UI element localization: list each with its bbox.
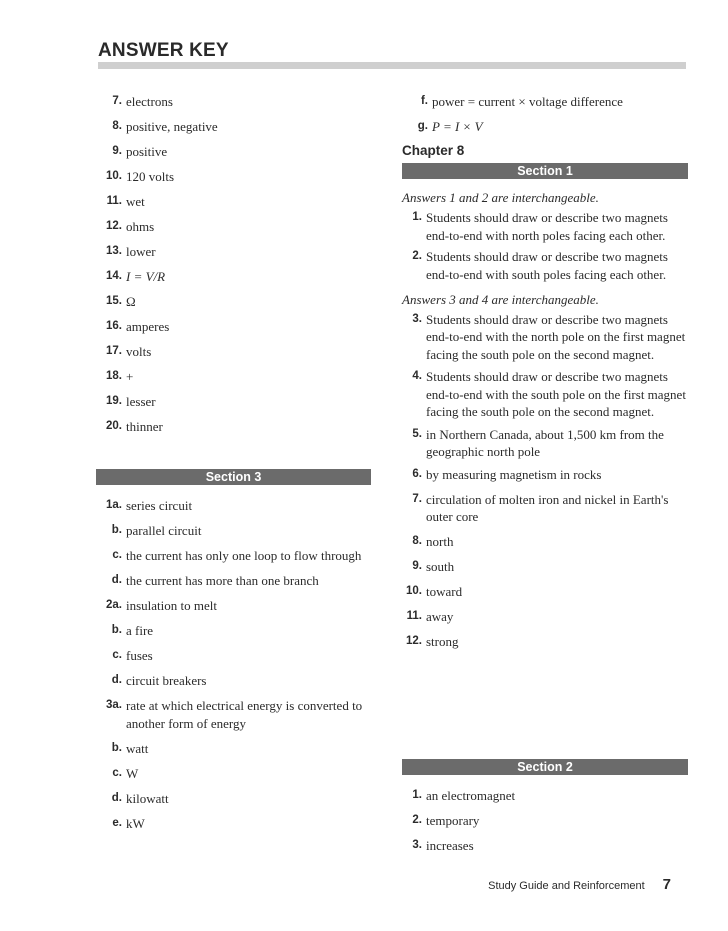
item-text: the current has only one loop to flow through (126, 548, 362, 563)
item-text: by measuring magnetism in rocks (426, 466, 602, 482)
item-text: lower (126, 244, 156, 259)
item-text: P = I × V (432, 119, 483, 134)
item-text: Students should draw or describe two magnets end-to-end with north poles facing each other. (426, 210, 668, 243)
item-number: 13. (106, 245, 122, 257)
answer-item (96, 418, 371, 436)
answer-item (402, 311, 688, 364)
item-text: temporary (426, 813, 480, 828)
item-number: g. (417, 120, 428, 132)
section-1-heading: Section 1 (402, 163, 688, 179)
answer-item (96, 193, 371, 211)
item-number: 2. (412, 250, 422, 262)
answer-item (96, 393, 371, 411)
item-number: 18. (106, 370, 122, 382)
item-number: 12. (406, 635, 422, 647)
item-text: I = V/R (126, 269, 166, 284)
item-number: 3. (412, 312, 422, 325)
answer-item (96, 647, 371, 665)
item-text: fuses (126, 648, 153, 663)
item-number: d. (111, 574, 122, 586)
answer-item (96, 740, 371, 758)
item-text: ohms (126, 219, 155, 234)
answer-item (402, 583, 688, 601)
item-text: volts (126, 344, 152, 359)
item-number: c. (112, 649, 122, 661)
answer-item (96, 815, 371, 833)
interchangeable-note: Answers 3 and 4 are interchangeable. (402, 291, 599, 307)
item-number: 2a. (106, 599, 122, 611)
answer-item (96, 522, 371, 540)
answer-item (96, 343, 371, 361)
item-number: 5. (412, 427, 422, 440)
title-rule (98, 62, 686, 69)
item-text: series circuit (126, 498, 193, 513)
item-text: watt (126, 740, 149, 756)
answer-item (96, 572, 371, 590)
item-number: 4. (412, 370, 422, 382)
answer-item (402, 633, 688, 651)
answer-item (96, 118, 371, 136)
answer-item (402, 558, 688, 576)
item-text: rate at which electrical energy is converted to another form of energy (126, 698, 363, 731)
item-number: 9. (412, 560, 422, 572)
item-text: away (426, 609, 454, 624)
item-text: a fire (126, 623, 154, 638)
item-number: 11. (406, 610, 422, 622)
section-2-block (402, 759, 688, 862)
item-text: power = current × voltage difference (432, 94, 623, 109)
item-text: increases (426, 838, 474, 853)
item-number: f. (420, 95, 428, 107)
item-text: kilowatt (126, 790, 169, 806)
item-number: 7. (412, 492, 422, 505)
item-number: b. (111, 524, 122, 536)
answer-item (402, 787, 688, 805)
item-number: b. (111, 624, 122, 636)
page-number: 7 (662, 876, 671, 893)
answer-item (402, 118, 688, 136)
answer-item (96, 318, 371, 336)
item-number: 8. (112, 120, 122, 132)
item-text: lesser (126, 394, 156, 409)
section-3-list (96, 497, 371, 832)
answer-item (96, 243, 371, 261)
item-text: north (426, 534, 454, 549)
item-text: Students should draw or describe two magnets end-to-end with the south pole on the first magnet facing the south pole on the second magnet. (426, 369, 686, 419)
item-text: amperes (126, 319, 170, 334)
footer-label: Study Guide and Reinforcement (488, 880, 645, 892)
item-text: circulation of molten iron and nickel in Earth's outer core (426, 491, 669, 524)
answer-item (402, 837, 688, 855)
item-text: W (126, 765, 139, 781)
item-number: 7. (112, 95, 122, 107)
answer-item (96, 672, 371, 690)
interchangeable-note: Answers 1 and 2 are interchangeable. (402, 190, 599, 205)
item-number: 8. (412, 535, 422, 547)
item-number: d. (111, 791, 122, 804)
answer-item (96, 93, 371, 111)
answer-item (96, 268, 371, 286)
item-number: 1. (412, 211, 422, 223)
item-text: Ω (126, 294, 136, 309)
answer-item (402, 812, 688, 830)
item-number: 20. (106, 420, 122, 432)
item-text: positive, negative (126, 119, 218, 134)
item-number: 10. (406, 585, 422, 597)
answer-item (402, 248, 688, 283)
page-footer (488, 876, 671, 893)
item-number: e. (112, 816, 122, 829)
item-text: 120 volts (126, 169, 175, 184)
item-text: + (126, 369, 134, 384)
left-column (96, 93, 371, 840)
item-text: an electromagnet (426, 788, 516, 803)
answer-item (402, 426, 688, 461)
item-number: 10. (106, 170, 122, 182)
item-text: circuit breakers (126, 673, 207, 688)
section-3-heading: Section 3 (96, 469, 371, 485)
answer-item (96, 765, 371, 783)
item-number: 3. (412, 839, 422, 851)
item-number: c. (112, 766, 122, 779)
answer-item (96, 293, 371, 311)
item-text: south (426, 559, 455, 574)
item-number: 17. (106, 345, 122, 357)
item-number: 14. (106, 270, 122, 282)
item-number: 11. (106, 195, 122, 207)
answer-list-left (96, 93, 371, 436)
item-text: electrons (126, 94, 173, 109)
item-number: 9. (112, 145, 122, 157)
item-number: c. (112, 549, 122, 561)
item-number: b. (111, 741, 122, 754)
answer-item (402, 491, 688, 526)
answer-item (402, 93, 688, 111)
answer-item (96, 547, 371, 565)
answer-item (96, 697, 371, 732)
item-text: the current has more than one branch (126, 573, 319, 588)
answer-item (402, 466, 688, 484)
item-text: kW (126, 815, 145, 831)
item-text: thinner (126, 419, 163, 434)
item-number: 1. (412, 789, 422, 801)
answer-item (96, 168, 371, 186)
item-text: Students should draw or describe two magnets end-to-end with the north pole on the first magnet facing the south pole on the second magnet. (426, 311, 686, 362)
answer-item (402, 209, 688, 244)
item-text: strong (426, 634, 459, 649)
item-number: 1a. (106, 499, 122, 511)
answer-item (96, 622, 371, 640)
item-number: 16. (106, 320, 122, 332)
item-number: 15. (106, 295, 122, 307)
item-text: positive (126, 144, 168, 159)
item-text: wet (126, 194, 145, 209)
section-2-heading: Section 2 (402, 759, 688, 775)
right-column (402, 93, 688, 658)
page-title: ANSWER KEY (98, 40, 229, 61)
item-number: 6. (412, 467, 422, 480)
item-number: 2. (412, 814, 422, 826)
chapter-heading: Chapter 8 (402, 143, 465, 158)
answer-item (96, 143, 371, 161)
item-text: parallel circuit (126, 523, 202, 538)
item-text: insulation to melt (126, 598, 217, 613)
answer-item (96, 497, 371, 515)
item-text: in Northern Canada, about 1,500 km from the geographic north pole (426, 426, 664, 459)
answer-item (96, 790, 371, 808)
item-text: toward (426, 584, 463, 599)
answer-item (402, 533, 688, 551)
item-number: 12. (106, 220, 122, 232)
item-text: Students should draw or describe two magnets end-to-end with south poles facing each other. (426, 249, 668, 282)
item-number: 19. (106, 395, 122, 407)
answer-item (402, 368, 688, 421)
answer-item (96, 368, 371, 386)
answer-item (402, 608, 688, 626)
item-number: d. (111, 674, 122, 686)
item-number: 3a. (106, 699, 122, 711)
answer-item (96, 597, 371, 615)
answer-item (96, 218, 371, 236)
